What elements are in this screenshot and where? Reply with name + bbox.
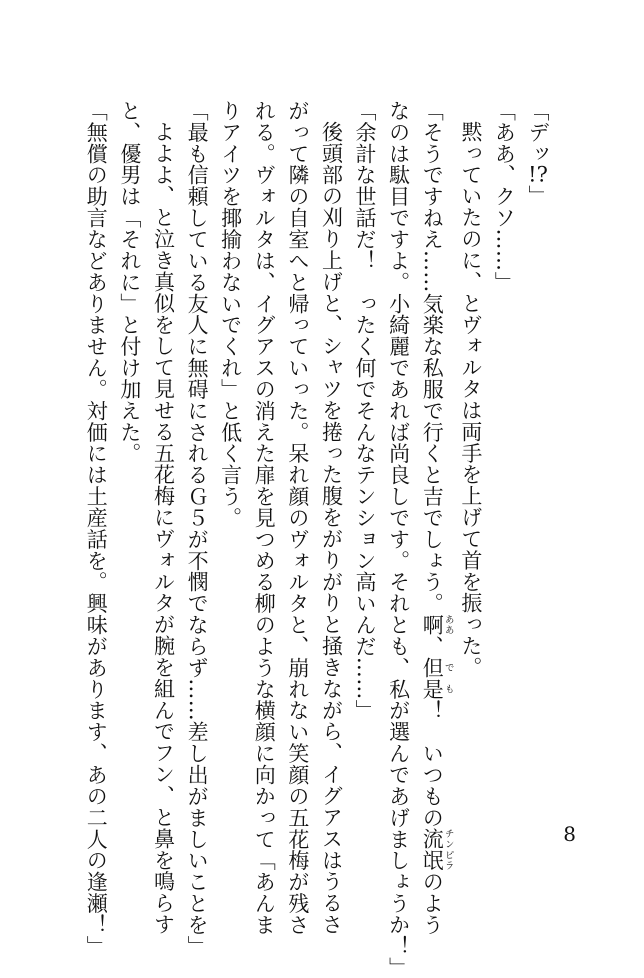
text-line-11: 「最も信頼している友人に無碍にされるＧ５が不憫でならず……差し出がましいことを」 <box>185 100 210 957</box>
text-line-4: 「そうですねえ……気楽な私服で行くと吉でしょう。啊ああ、但是でも！ いつもの流氓チンピラのよう <box>420 100 454 936</box>
text-line-1: 「デッ!?」 <box>526 100 550 207</box>
ruby-word-aa: 啊ああ <box>420 614 454 636</box>
text-line-9: れる。ヴォルタは、イグアスの消えた扉を見つめる柳のような横顔に向かって「あんま <box>252 100 277 936</box>
text-line-5: なのは駄目ですよ。小綺麗であれば尚良しです。それとも、私が選んであげましょうか！」 <box>386 100 411 978</box>
text-line-10: りアイツを揶揄わないでくれ」と低く言う。 <box>218 100 243 529</box>
page-number: 8 <box>563 822 576 846</box>
text-line-8: がって隣の自室へと帰っていった。呆れ顔のヴォルタと、崩れない笑顔の五花梅が残さ <box>285 100 310 936</box>
text-line-4-start: 「そうですねえ……気楽な私服で行くと吉でしょう。 <box>420 100 445 615</box>
text-line-6: 「余計な世話だ！ ったく何でそんなテンション高いんだ……」 <box>353 100 378 722</box>
text-line-3: 黙っていたのに、とヴォルタは両手を上げて首を振った。 <box>458 121 483 678</box>
text-line-2: 「ああ、クソ……」 <box>492 100 517 293</box>
text-line-12: よよよ、と泣き真似をして見せる五花梅にヴォルタが腕を組んでフン、と鼻を鳴らす <box>151 121 176 935</box>
text-line-13: と、優男は「それに」と付け加えた。 <box>117 100 142 465</box>
exclaim-question-mark: !? <box>528 164 548 186</box>
text-line-14: 「無償の助言などありません。対価には土産話を。興味があります、あの二人の逢瀬！」 <box>84 100 109 957</box>
ruby-word-chinpira: 流氓チンピラ <box>420 828 454 872</box>
ruby-word-demo: 但是でも <box>420 656 454 700</box>
text-line-7: 後頭部の刈り上げと、シャツを捲った腹をがりがりと掻きながら、イグアスはうるさ <box>319 121 344 935</box>
vertical-text-block <box>84 100 554 978</box>
